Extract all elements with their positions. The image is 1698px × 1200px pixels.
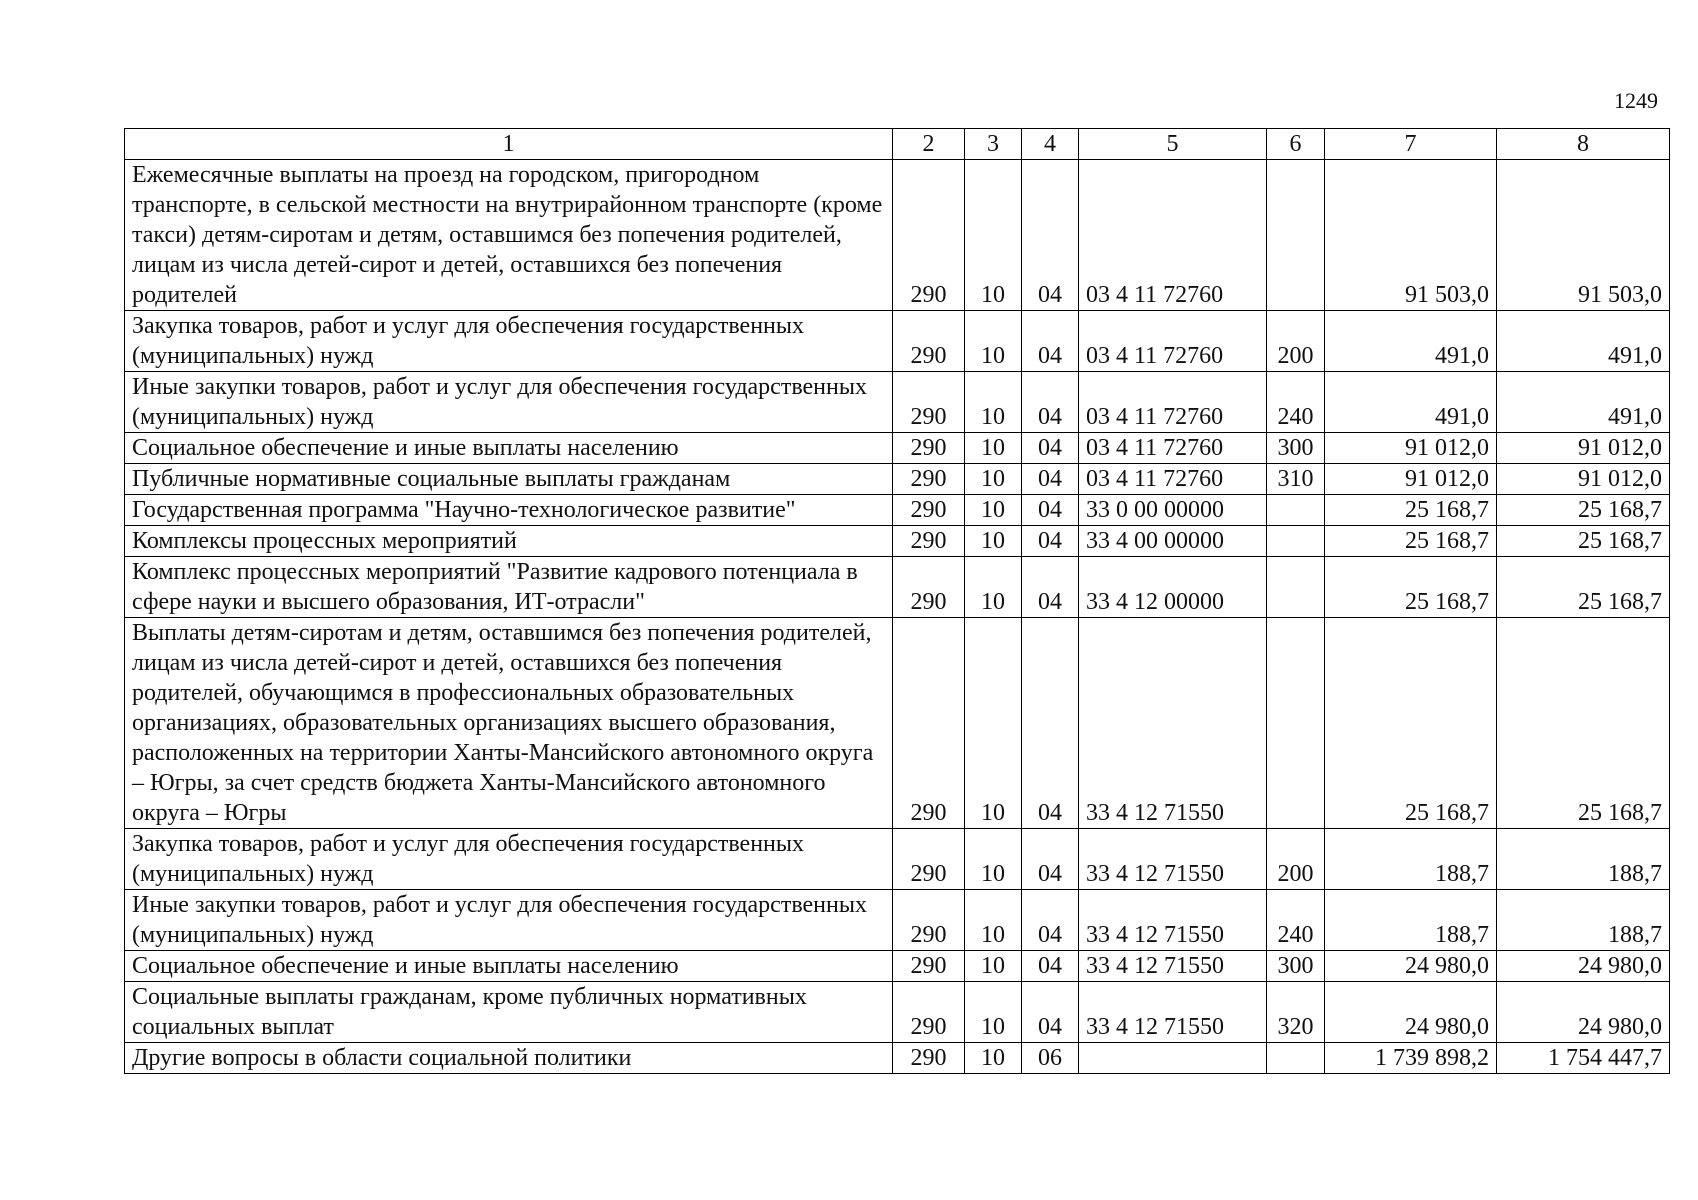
header-col-2: 2 xyxy=(893,129,965,160)
header-col-6: 6 xyxy=(1267,129,1325,160)
expense-type-cell: 200 xyxy=(1267,829,1325,890)
amount-year-1-cell: 188,7 xyxy=(1325,829,1497,890)
expense-type-cell: 300 xyxy=(1267,951,1325,982)
target-article-cell: 33 4 12 00000 xyxy=(1079,557,1267,618)
ministry-code-cell: 290 xyxy=(893,1043,965,1074)
ministry-code-cell: 290 xyxy=(893,433,965,464)
amount-year-2-cell: 24 980,0 xyxy=(1497,982,1670,1043)
expense-name-cell: Ежемесячные выплаты на проезд на городском, пригородном транспорте, в сельской местности на внутрирайонном транспорте (кроме такси) детям-сиротам и детям, оставшимся без попечения родителей, лицам из числа детей-сирот и детей, оставшихся без попечения родителей xyxy=(125,160,893,311)
ministry-code-cell: 290 xyxy=(893,829,965,890)
section-code-cell: 10 xyxy=(965,495,1022,526)
amount-year-1-cell: 91 012,0 xyxy=(1325,433,1497,464)
expense-type-cell xyxy=(1267,526,1325,557)
amount-year-2-cell: 24 980,0 xyxy=(1497,951,1670,982)
section-code-cell: 10 xyxy=(965,829,1022,890)
expense-name-cell: Иные закупки товаров, работ и услуг для обеспечения государственных (муниципальных) нужд xyxy=(125,890,893,951)
table-row xyxy=(125,433,1670,464)
amount-year-2-cell: 25 168,7 xyxy=(1497,557,1670,618)
table-row xyxy=(125,829,1670,890)
section-code-cell: 10 xyxy=(965,1043,1022,1074)
subsection-code-cell: 04 xyxy=(1022,464,1079,495)
subsection-code-cell: 04 xyxy=(1022,618,1079,829)
amount-year-2-cell: 188,7 xyxy=(1497,829,1670,890)
ministry-code-cell: 290 xyxy=(893,495,965,526)
table-row xyxy=(125,1043,1670,1074)
subsection-code-cell: 04 xyxy=(1022,311,1079,372)
target-article-cell: 03 4 11 72760 xyxy=(1079,433,1267,464)
section-code-cell: 10 xyxy=(965,433,1022,464)
amount-year-1-cell: 491,0 xyxy=(1325,311,1497,372)
target-article-cell: 03 4 11 72760 xyxy=(1079,160,1267,311)
expense-type-cell: 300 xyxy=(1267,433,1325,464)
expense-type-cell xyxy=(1267,618,1325,829)
expense-name-cell: Иные закупки товаров, работ и услуг для обеспечения государственных (муниципальных) нужд xyxy=(125,372,893,433)
table-row xyxy=(125,618,1670,829)
header-col-1: 1 xyxy=(125,129,893,160)
target-article-cell: 33 4 12 71550 xyxy=(1079,829,1267,890)
expense-type-cell: 240 xyxy=(1267,372,1325,433)
section-code-cell: 10 xyxy=(965,557,1022,618)
header-col-8: 8 xyxy=(1497,129,1670,160)
target-article-cell: 33 4 12 71550 xyxy=(1079,982,1267,1043)
amount-year-2-cell: 91 012,0 xyxy=(1497,433,1670,464)
section-code-cell: 10 xyxy=(965,618,1022,829)
amount-year-1-cell: 24 980,0 xyxy=(1325,951,1497,982)
table-body xyxy=(125,160,1670,1074)
ministry-code-cell: 290 xyxy=(893,618,965,829)
ministry-code-cell: 290 xyxy=(893,951,965,982)
section-code-cell: 10 xyxy=(965,311,1022,372)
ministry-code-cell: 290 xyxy=(893,890,965,951)
section-code-cell: 10 xyxy=(965,951,1022,982)
expense-type-cell: 320 xyxy=(1267,982,1325,1043)
target-article-cell xyxy=(1079,1043,1267,1074)
target-article-cell: 03 4 11 72760 xyxy=(1079,464,1267,495)
header-col-7: 7 xyxy=(1325,129,1497,160)
subsection-code-cell: 04 xyxy=(1022,829,1079,890)
table-row xyxy=(125,160,1670,311)
header-col-5: 5 xyxy=(1079,129,1267,160)
header-col-4: 4 xyxy=(1022,129,1079,160)
amount-year-2-cell: 25 168,7 xyxy=(1497,526,1670,557)
amount-year-2-cell: 91 012,0 xyxy=(1497,464,1670,495)
expense-type-cell xyxy=(1267,1043,1325,1074)
expense-name-cell: Социальные выплаты гражданам, кроме публичных нормативных социальных выплат xyxy=(125,982,893,1043)
amount-year-2-cell: 491,0 xyxy=(1497,311,1670,372)
header-col-3: 3 xyxy=(965,129,1022,160)
ministry-code-cell: 290 xyxy=(893,982,965,1043)
section-code-cell: 10 xyxy=(965,372,1022,433)
table-row xyxy=(125,495,1670,526)
header-row xyxy=(125,129,1670,160)
section-code-cell: 10 xyxy=(965,890,1022,951)
ministry-code-cell: 290 xyxy=(893,464,965,495)
amount-year-1-cell: 91 503,0 xyxy=(1325,160,1497,311)
amount-year-1-cell: 25 168,7 xyxy=(1325,495,1497,526)
expense-name-cell: Закупка товаров, работ и услуг для обеспечения государственных (муниципальных) нужд xyxy=(125,829,893,890)
subsection-code-cell: 04 xyxy=(1022,557,1079,618)
section-code-cell: 10 xyxy=(965,464,1022,495)
expense-type-cell xyxy=(1267,495,1325,526)
ministry-code-cell: 290 xyxy=(893,372,965,433)
table-row xyxy=(125,464,1670,495)
target-article-cell: 33 4 12 71550 xyxy=(1079,618,1267,829)
budget-table xyxy=(124,128,1670,1074)
target-article-cell: 33 0 00 00000 xyxy=(1079,495,1267,526)
ministry-code-cell: 290 xyxy=(893,160,965,311)
amount-year-1-cell: 491,0 xyxy=(1325,372,1497,433)
ministry-code-cell: 290 xyxy=(893,311,965,372)
amount-year-1-cell: 25 168,7 xyxy=(1325,618,1497,829)
subsection-code-cell: 06 xyxy=(1022,1043,1079,1074)
section-code-cell: 10 xyxy=(965,526,1022,557)
table-row xyxy=(125,526,1670,557)
table-row xyxy=(125,890,1670,951)
expense-type-cell: 200 xyxy=(1267,311,1325,372)
target-article-cell: 33 4 12 71550 xyxy=(1079,890,1267,951)
ministry-code-cell: 290 xyxy=(893,557,965,618)
amount-year-1-cell: 91 012,0 xyxy=(1325,464,1497,495)
amount-year-1-cell: 24 980,0 xyxy=(1325,982,1497,1043)
target-article-cell: 33 4 12 71550 xyxy=(1079,951,1267,982)
subsection-code-cell: 04 xyxy=(1022,890,1079,951)
amount-year-2-cell: 491,0 xyxy=(1497,372,1670,433)
target-article-cell: 33 4 00 00000 xyxy=(1079,526,1267,557)
amount-year-2-cell: 1 754 447,7 xyxy=(1497,1043,1670,1074)
subsection-code-cell: 04 xyxy=(1022,433,1079,464)
expense-name-cell: Комплекс процессных мероприятий "Развитие кадрового потенциала в сфере науки и высшего образования, ИТ-отрасли" xyxy=(125,557,893,618)
target-article-cell: 03 4 11 72760 xyxy=(1079,311,1267,372)
expense-name-cell: Публичные нормативные социальные выплаты гражданам xyxy=(125,464,893,495)
amount-year-1-cell: 25 168,7 xyxy=(1325,526,1497,557)
amount-year-2-cell: 91 503,0 xyxy=(1497,160,1670,311)
expense-name-cell: Выплаты детям-сиротам и детям, оставшимся без попечения родителей, лицам из числа детей-сирот и детей, оставшихся без попечения родителей, обучающимся в профессиональных образовательных организациях, образовательных организациях высшего образования, расположенных на территории Ханты-Мансийского автономного округа – Югры, за счет средств бюджета Ханты-Мансийского автономного округа – Югры xyxy=(125,618,893,829)
amount-year-1-cell: 25 168,7 xyxy=(1325,557,1497,618)
amount-year-1-cell: 188,7 xyxy=(1325,890,1497,951)
subsection-code-cell: 04 xyxy=(1022,982,1079,1043)
expense-name-cell: Социальное обеспечение и иные выплаты населению xyxy=(125,433,893,464)
table-row xyxy=(125,982,1670,1043)
expense-type-cell: 310 xyxy=(1267,464,1325,495)
expense-name-cell: Комплексы процессных мероприятий xyxy=(125,526,893,557)
expense-name-cell: Социальное обеспечение и иные выплаты населению xyxy=(125,951,893,982)
expense-name-cell: Другие вопросы в области социальной политики xyxy=(125,1043,893,1074)
amount-year-2-cell: 25 168,7 xyxy=(1497,495,1670,526)
expense-name-cell: Государственная программа "Научно-технологическое развитие" xyxy=(125,495,893,526)
section-code-cell: 10 xyxy=(965,160,1022,311)
page-number: 1249 xyxy=(1614,88,1658,113)
subsection-code-cell: 04 xyxy=(1022,526,1079,557)
expense-type-cell: 240 xyxy=(1267,890,1325,951)
table-row xyxy=(125,311,1670,372)
table-row xyxy=(125,557,1670,618)
subsection-code-cell: 04 xyxy=(1022,160,1079,311)
ministry-code-cell: 290 xyxy=(893,526,965,557)
target-article-cell: 03 4 11 72760 xyxy=(1079,372,1267,433)
expense-type-cell xyxy=(1267,160,1325,311)
table-row xyxy=(125,372,1670,433)
subsection-code-cell: 04 xyxy=(1022,951,1079,982)
expense-type-cell xyxy=(1267,557,1325,618)
section-code-cell: 10 xyxy=(965,982,1022,1043)
amount-year-1-cell: 1 739 898,2 xyxy=(1325,1043,1497,1074)
subsection-code-cell: 04 xyxy=(1022,372,1079,433)
amount-year-2-cell: 188,7 xyxy=(1497,890,1670,951)
subsection-code-cell: 04 xyxy=(1022,495,1079,526)
table-row xyxy=(125,951,1670,982)
amount-year-2-cell: 25 168,7 xyxy=(1497,618,1670,829)
expense-name-cell: Закупка товаров, работ и услуг для обеспечения государственных (муниципальных) нужд xyxy=(125,311,893,372)
